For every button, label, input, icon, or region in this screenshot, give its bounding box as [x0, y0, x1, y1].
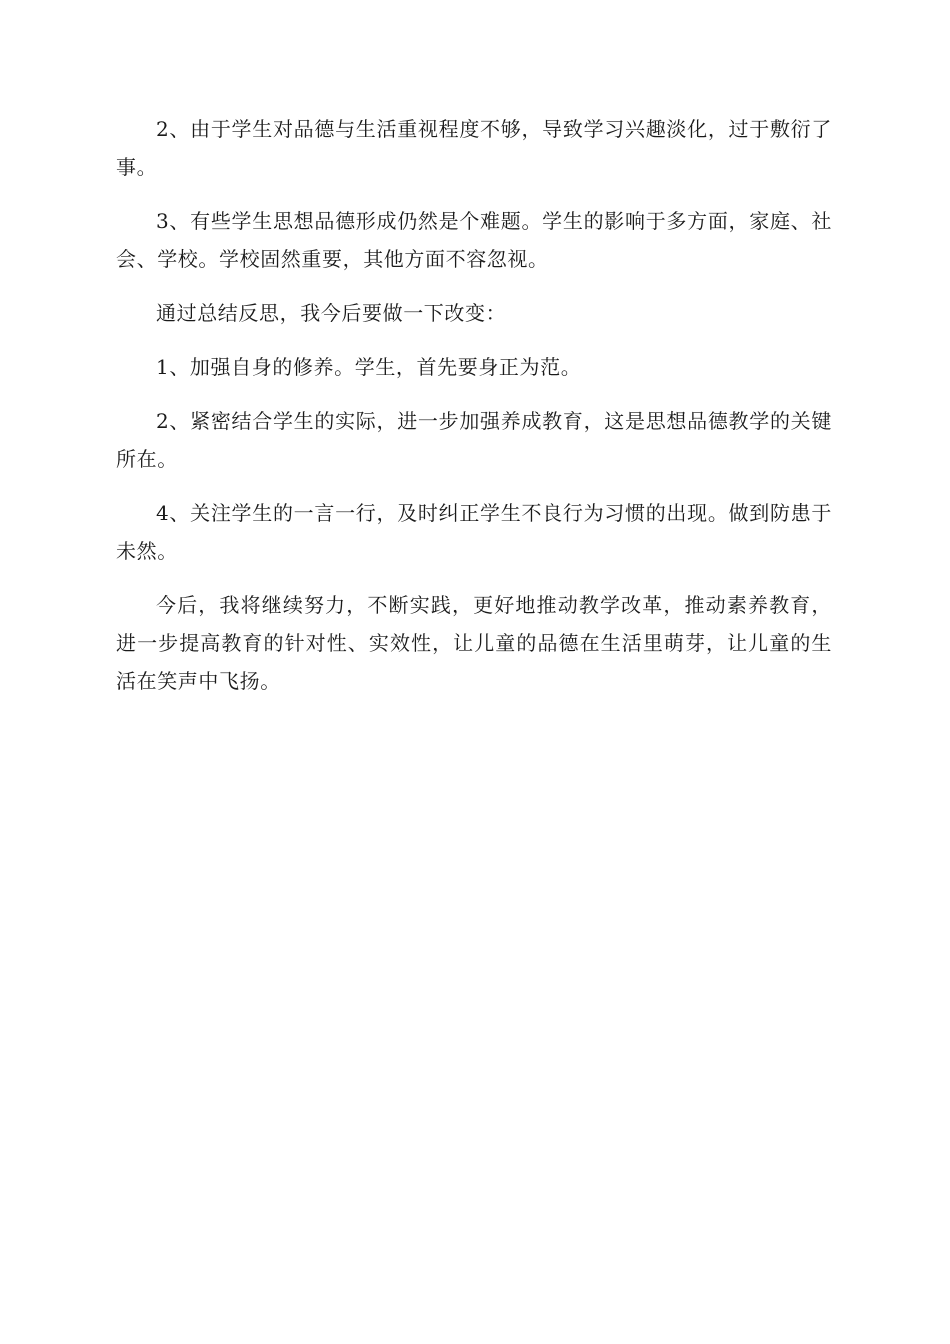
paragraph-3: 通过总结反思，我今后要做一下改变： — [156, 301, 507, 325]
paragraph-1: 2、由于学生对品德与生活重视程度不够，导致学习兴趣淡化，过于敷衍了事。 — [116, 117, 832, 179]
paragraph-7: 今后，我将继续努力，不断实践，更好地推动教学改革，推动素养教育，进一步提高教育的针对性、实效性，让儿童的品德在生活里萌芽，让儿童的生活在笑声中飞扬。 — [116, 593, 832, 693]
paragraph-4: 1、加强自身的修养。学生，首先要身正为范。 — [156, 355, 582, 379]
paragraph-2: 3、有些学生思想品德形成仍然是个难题。学生的影响于多方面，家庭、社会、学校。学校固然重要，其他方面不容忽视。 — [116, 209, 832, 271]
paragraph-5: 2、紧密结合学生的实际，进一步加强养成教育，这是思想品德教学的关键所在。 — [116, 409, 832, 471]
paragraph-6: 4、关注学生的一言一行，及时纠正学生不良行为习惯的出现。做到防患于未然。 — [116, 501, 832, 563]
